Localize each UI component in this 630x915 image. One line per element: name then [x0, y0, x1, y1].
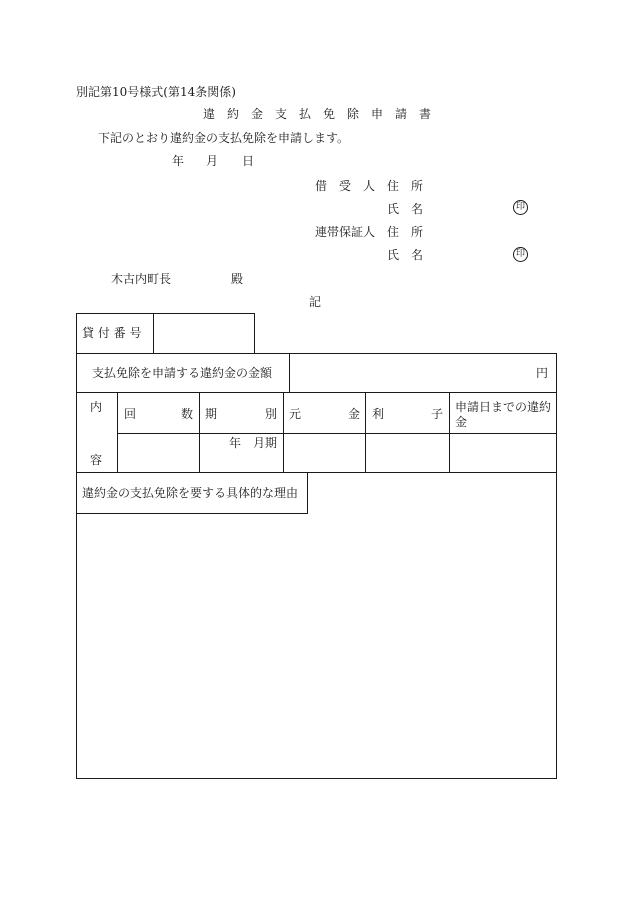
- date-day: 日: [242, 154, 255, 168]
- borrower-role: 借 受 人: [315, 179, 376, 193]
- col-divider-1: [199, 392, 200, 472]
- amount-divider: [289, 353, 290, 392]
- borrower-seal-icon: 印: [513, 200, 528, 215]
- gankin-field[interactable]: [287, 437, 361, 469]
- reason-label: 違約金の支払免除を要する具体的な理由: [82, 486, 299, 500]
- col-ri: 利: [372, 407, 385, 421]
- amount-field[interactable]: [294, 357, 530, 387]
- date-year: 年: [172, 154, 185, 168]
- col-kai: 回: [124, 407, 137, 421]
- loan-number-label: 貸 付 番 号: [82, 326, 142, 340]
- intro-text: 下記のとおり違約金の支払免除を申請します。: [98, 131, 350, 145]
- col-su: 数: [181, 407, 194, 421]
- date-month: 月: [206, 154, 219, 168]
- col-betsu: 別: [265, 407, 278, 421]
- kaisu-field[interactable]: [121, 437, 195, 469]
- borrower-name-label: 氏 名: [387, 202, 424, 216]
- loan-number-divider: [153, 313, 154, 353]
- guarantor-seal-icon: 印: [513, 247, 528, 262]
- form-number: 別記第10号様式(第14条関係): [76, 85, 236, 99]
- loan-number-field[interactable]: [158, 319, 252, 349]
- page-title: 違 約 金 支 払 免 除 申 請 書: [203, 107, 432, 121]
- col-divider-3: [365, 392, 366, 472]
- guarantor-role: 連帯保証人: [315, 225, 376, 239]
- amount-row-bottom: [76, 392, 556, 393]
- col-penalty: 申請日までの違約金: [455, 400, 552, 429]
- col-shi: 子: [431, 407, 444, 421]
- col-ki: 期: [205, 407, 218, 421]
- naiyo-divider: [117, 392, 118, 472]
- col-divider-4: [449, 392, 450, 472]
- guarantor-address-label: 住 所: [387, 225, 424, 239]
- ki-heading: 記: [309, 295, 322, 309]
- naiyo-bottom: 容: [90, 453, 103, 467]
- detail-header-bottom: [117, 433, 556, 434]
- guarantor-name-label: 氏 名: [387, 248, 424, 262]
- col-gen: 元: [289, 407, 302, 421]
- addressee-name: 木古内町長: [111, 272, 172, 286]
- addressee-honorific: 殿: [231, 272, 244, 286]
- rishi-field[interactable]: [369, 437, 445, 469]
- period-year: 年: [229, 436, 242, 450]
- period-month: 月期: [253, 436, 278, 450]
- borrower-address-label: 住 所: [387, 179, 424, 193]
- reason-textarea[interactable]: [80, 518, 552, 774]
- yen-unit: 円: [536, 366, 549, 380]
- col-divider-2: [283, 392, 284, 472]
- naiyo-top: 内: [90, 400, 103, 414]
- col-kin: 金: [348, 407, 361, 421]
- amount-label: 支払免除を申請する違約金の金額: [92, 366, 273, 380]
- penalty-field[interactable]: [453, 437, 553, 469]
